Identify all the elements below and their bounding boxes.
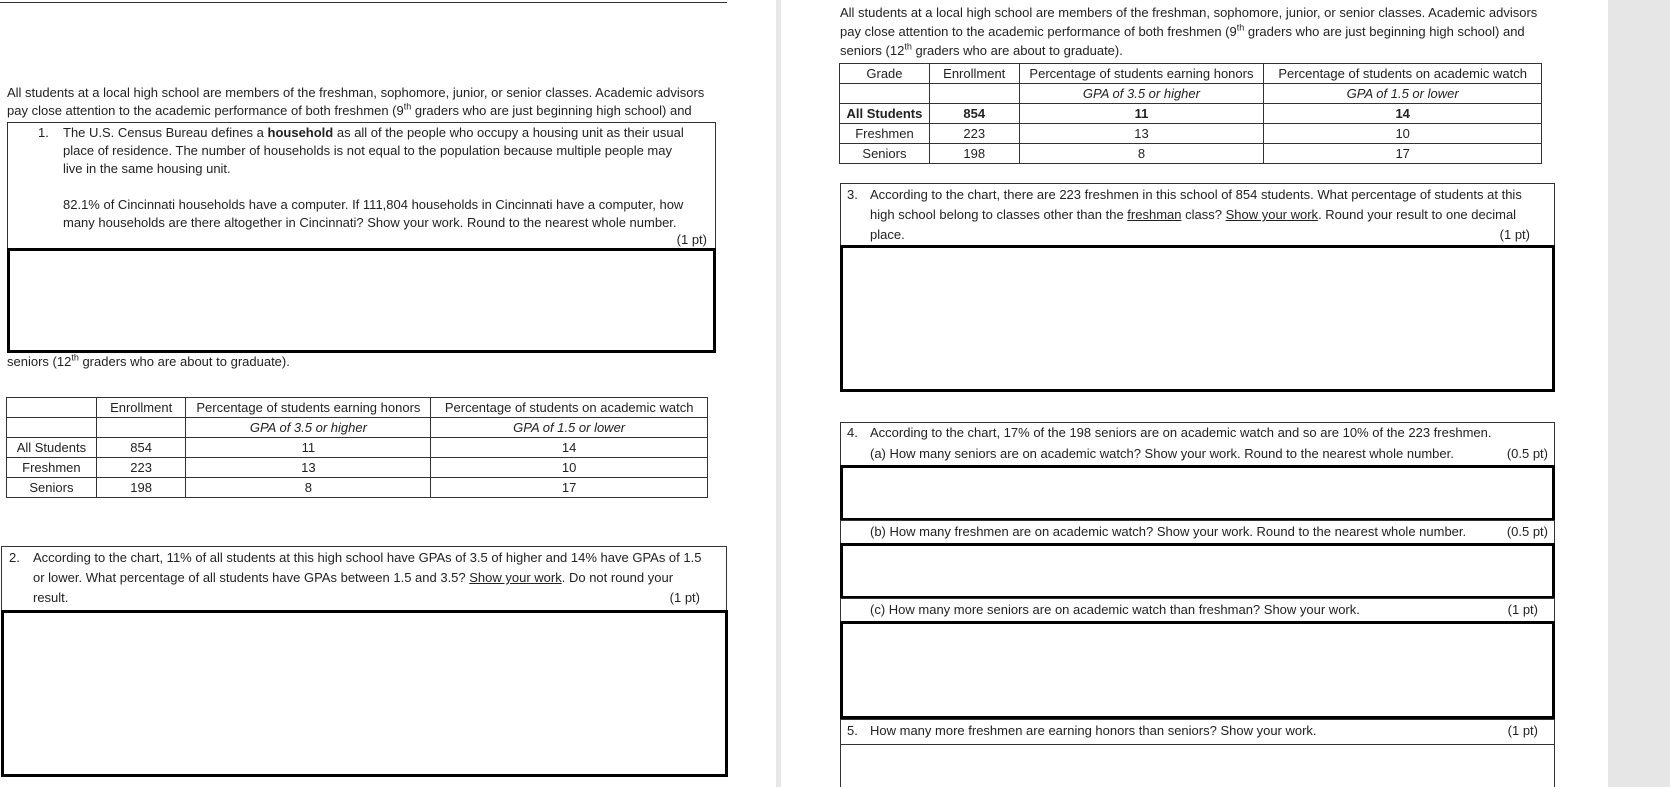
q1-number: 1. — [38, 125, 49, 140]
table-cell: Freshmen — [840, 124, 930, 144]
subheader-cell — [840, 84, 930, 104]
table-row — [7, 478, 708, 498]
table-row — [840, 144, 1542, 164]
q3-line-1: According to the chart, there are 223 freshmen in this school of 854 students. What percentage of students at this — [870, 187, 1522, 202]
table-row — [840, 104, 1542, 124]
q2-answer-box[interactable] — [1, 610, 728, 777]
header-cell: Grade — [840, 64, 930, 84]
intro-line-1: All students at a local high school are members of the freshman, sophomore, junior, or senior classes. Academic advisors — [840, 5, 1538, 20]
table-cell: 14 — [1264, 104, 1542, 124]
q2-line-3: result. — [33, 590, 69, 605]
subheader-cell: GPA of 3.5 or higher — [1019, 84, 1264, 104]
q4a-points: (0.5 pt) — [1506, 446, 1548, 461]
table-row — [7, 438, 708, 458]
q1-line-2: place of residence. The number of households is not equal to the population because multiple people may — [63, 143, 672, 158]
subheader-cell — [7, 418, 97, 438]
table-cell: 854 — [96, 438, 186, 458]
intro-line-3: seniors (12th graders who are about to graduate). — [7, 352, 290, 369]
q2-points: (1 pt) — [669, 590, 700, 605]
table-cell: 8 — [186, 478, 431, 498]
q4c-text: (c) How many more seniors are on academic watch than freshman? Show your work. — [870, 602, 1360, 617]
table-cell: 11 — [186, 438, 431, 458]
table-cell: 13 — [186, 458, 431, 478]
table-cell: All Students — [840, 104, 930, 124]
q3-line-2: high school belong to classes other than the freshman class? Show your work. Round your result to one decimal — [870, 207, 1517, 222]
subheader-cell: GPA of 1.5 or lower — [1264, 84, 1542, 104]
q4b-points: (0.5 pt) — [1506, 524, 1548, 539]
header-cell: Percentage of students on academic watch — [431, 398, 708, 418]
q5-text: How many more freshmen are earning honors than seniors? Show your work. — [870, 723, 1317, 738]
q3-answer-box[interactable] — [840, 245, 1555, 392]
q4-number: 4. — [847, 425, 858, 440]
header-cell: Percentage of students earning honors — [186, 398, 431, 418]
subheader-cell: GPA of 1.5 or lower — [431, 418, 708, 438]
q1-line-3: live in the same housing unit. — [63, 161, 231, 176]
subheader-cell: GPA of 3.5 or higher — [186, 418, 431, 438]
question-4b-box — [840, 520, 1555, 544]
intro-line-2: pay close attention to the academic performance of both freshmen (9th graders who are just beginning high school) and — [7, 101, 692, 118]
q4a-text: (a) How many seniors are on academic watch? Show your work. Round to the nearest whole number. — [870, 446, 1454, 461]
table-cell: 10 — [431, 458, 708, 478]
question-2-box — [1, 546, 727, 611]
header-cell: Enrollment — [929, 64, 1019, 84]
table-cell: Seniors — [7, 478, 97, 498]
table-cell: Seniors — [840, 144, 930, 164]
q1-line-5: many households are there altogether in Cincinnati? Show your work. Round to the nearest whole number. — [63, 215, 677, 230]
table-cell: 14 — [431, 438, 708, 458]
page-right — [781, 0, 1608, 787]
page-left — [0, 0, 776, 787]
table-cell: 8 — [1019, 144, 1264, 164]
header-cell: Percentage of students on academic watch — [1264, 64, 1542, 84]
top-rule — [0, 0, 727, 3]
table-cell: 13 — [1019, 124, 1264, 144]
table-cell: 198 — [929, 144, 1019, 164]
header-cell: Enrollment — [96, 398, 186, 418]
q1-line-4: 82.1% of Cincinnati households have a computer. If 111,804 households in Cincinnati have a computer, how — [63, 197, 684, 212]
question-4c-box — [840, 598, 1555, 622]
q3-line-3: place. — [870, 227, 905, 242]
question-1-box — [7, 122, 716, 249]
q5-number: 5. — [847, 723, 858, 738]
intro-line-2: pay close attention to the academic performance of both freshmen (9th graders who are just beginning high school) and — [840, 22, 1525, 39]
header-cell: Percentage of students earning honors — [1019, 64, 1264, 84]
q4c-answer-box[interactable] — [840, 621, 1555, 719]
intro-line-3: seniors (12th graders who are about to graduate). — [840, 41, 1123, 58]
question-5-box — [840, 719, 1555, 745]
table-row — [840, 124, 1542, 144]
q2-line-1: According to the chart, 11% of all students at this high school have GPAs of 3.5 of higher and 14% have GPAs of 1.5 — [33, 550, 702, 565]
question-3-box — [840, 183, 1555, 246]
q5-answer-box[interactable] — [840, 744, 1555, 787]
q3-number: 3. — [847, 187, 858, 202]
q1-answer-box[interactable] — [7, 248, 716, 353]
data-table-right — [839, 63, 1542, 164]
q4a-answer-box[interactable] — [840, 465, 1555, 521]
subheader-cell — [929, 84, 1019, 104]
q4b-answer-box[interactable] — [840, 543, 1555, 599]
header-cell — [7, 398, 97, 418]
q4c-points: (1 pt) — [1507, 602, 1538, 617]
question-4-box — [840, 422, 1555, 466]
q4b-text: (b) How many freshmen are on academic watch? Show your work. Round to the nearest whole number. — [870, 524, 1467, 539]
table-cell: 11 — [1019, 104, 1264, 124]
subheader-cell — [96, 418, 186, 438]
table-row — [7, 458, 708, 478]
q2-number: 2. — [9, 550, 20, 565]
q5-points: (1 pt) — [1507, 723, 1538, 738]
q1-points: (1 pt) — [676, 232, 707, 247]
table-cell: Freshmen — [7, 458, 97, 478]
table-cell: 10 — [1264, 124, 1542, 144]
table-cell: 854 — [929, 104, 1019, 124]
table-cell: All Students — [7, 438, 97, 458]
data-table-left — [6, 397, 708, 498]
q2-line-2: or lower. What percentage of all students have GPAs between 1.5 and 3.5? Show your work. Do not round your — [33, 570, 674, 585]
q1-line-1: The U.S. Census Bureau defines a household as all of the people who occupy a housing unit as their usual — [63, 125, 684, 140]
table-cell: 17 — [431, 478, 708, 498]
table-cell: 17 — [1264, 144, 1542, 164]
table-cell: 223 — [96, 458, 186, 478]
table-cell: 198 — [96, 478, 186, 498]
q4-stem: According to the chart, 17% of the 198 seniors are on academic watch and so are 10% of the 223 freshmen. — [870, 425, 1492, 440]
q3-points: (1 pt) — [1499, 227, 1530, 242]
intro-line-1: All students at a local high school are members of the freshman, sophomore, junior, or senior classes. Academic advisors — [7, 85, 705, 100]
table-cell: 223 — [929, 124, 1019, 144]
